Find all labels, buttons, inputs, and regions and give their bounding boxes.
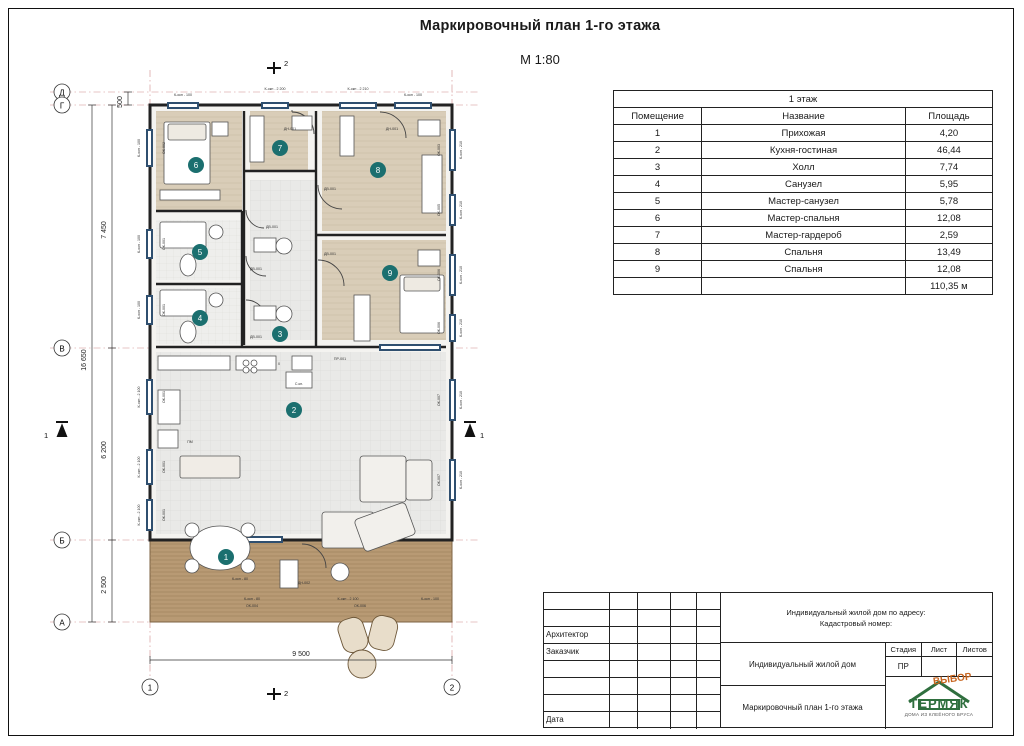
- svg-text:К-окн - 100: К-окн - 100: [403, 93, 423, 97]
- table-row: [614, 159, 993, 176]
- table-row: [614, 193, 993, 210]
- svg-text:А: А: [59, 618, 65, 628]
- door-tag: ДВ-001: [249, 335, 263, 339]
- table-row: [614, 244, 993, 261]
- title-block-roles: [544, 593, 610, 727]
- svg-text:ОК-001: ОК-001: [162, 237, 166, 251]
- room-marker-8: 8: [375, 166, 381, 175]
- cell-room-name: Спальня: [702, 244, 906, 261]
- cell-room-name: Кухня-гостиная: [702, 142, 906, 159]
- room-marker-9: 9: [387, 269, 393, 278]
- svg-text:К-окн - 100: К-окн - 100: [137, 300, 141, 320]
- cell-room-no: 3: [614, 159, 702, 176]
- floor-plan-drawing: [40, 60, 540, 710]
- dim-overall-height: 16 650: [81, 349, 88, 371]
- cell-room-name: Санузел: [702, 176, 906, 193]
- svg-text:Д: Д: [59, 88, 65, 98]
- cell-room-name: Мастер-спальня: [702, 210, 906, 227]
- company-logo: [886, 671, 992, 727]
- cell-room-area: 12,08: [905, 261, 992, 278]
- svg-text:К-окн - 2 200: К-окн - 2 200: [264, 87, 286, 91]
- svg-text:ОК-001: ОК-001: [162, 303, 166, 317]
- svg-text:К-окн - 80: К-окн - 80: [243, 597, 261, 601]
- sig-row: [610, 610, 720, 627]
- svg-text:К-окн - 210: К-окн - 210: [459, 318, 463, 338]
- room-marker-6: 6: [193, 161, 199, 170]
- svg-text:К-окн - 210: К-окн - 210: [459, 200, 463, 220]
- cell-room-area: 46,44: [905, 142, 992, 159]
- header-room-no: Помещение: [614, 108, 702, 125]
- sig-row: [610, 695, 720, 712]
- svg-text:ОК-001: ОК-001: [162, 460, 166, 474]
- stage-headers: [886, 643, 992, 657]
- svg-text:К-окн - 210: К-окн - 210: [459, 140, 463, 160]
- misc-label: Х: [277, 362, 281, 366]
- table-row: [614, 142, 993, 159]
- role-row: [544, 661, 609, 678]
- sheet-name: Маркировочный план 1-го этажа: [720, 686, 886, 729]
- svg-text:Б: Б: [59, 536, 65, 546]
- header-room-name: Название: [702, 108, 906, 125]
- table-row: [614, 261, 993, 278]
- cell-room-no: 5: [614, 193, 702, 210]
- dim-overall-width: 9 500: [292, 651, 310, 658]
- svg-text:К-окн - 80: К-окн - 80: [231, 577, 249, 581]
- sig-row: [610, 593, 720, 610]
- project-address: [720, 593, 992, 643]
- cell-room-name: Прихожая: [702, 125, 906, 142]
- stage-header-sheets: Листов: [962, 645, 987, 654]
- sig-row: [610, 627, 720, 644]
- cell-room-area: 4,20: [905, 125, 992, 142]
- logo-badge: ВЫБОР: [932, 671, 973, 688]
- room-marker-2: 2: [291, 406, 297, 415]
- address-line-2: Кадастровый номер:: [819, 618, 893, 628]
- cell-room-area: 5,95: [905, 176, 992, 193]
- role-date: Дата: [546, 715, 564, 724]
- door-tag: ДН-002: [297, 581, 311, 585]
- logo-subtitle: ДОМА ИЗ КЛЕЁНОГО БРУСА: [904, 712, 974, 717]
- cell-room-area: 5,78: [905, 193, 992, 210]
- page-title: Маркировочный план 1-го этажа: [419, 18, 661, 34]
- table-row: [614, 176, 993, 193]
- door-tag: ДВ-001: [323, 252, 337, 256]
- room-schedule-table: [613, 90, 993, 295]
- svg-text:К-окн - 100: К-окн - 100: [137, 234, 141, 254]
- cell-room-name: Мастер-санузел: [702, 193, 906, 210]
- svg-text:В: В: [59, 344, 65, 354]
- room-marker-3: 3: [277, 330, 283, 339]
- stage-header-sheet: Лист: [922, 643, 958, 656]
- dim-top-segment: 7 450: [101, 221, 108, 239]
- cell-room-area: 7,74: [905, 159, 992, 176]
- svg-text:К-окн - 2 100: К-окн - 2 100: [137, 386, 141, 408]
- header-room-area: Площадь: [905, 108, 992, 125]
- misc-label: ПМ: [187, 440, 193, 444]
- title-block: [543, 592, 993, 728]
- cell-room-no: 6: [614, 210, 702, 227]
- room-marker-5: 5: [197, 248, 203, 257]
- svg-text:К-окн - 210: К-окн - 210: [459, 265, 463, 285]
- cell-room-no: 7: [614, 227, 702, 244]
- cell-room-name: Мастер-гардероб: [702, 227, 906, 244]
- stage-values: [886, 657, 992, 677]
- sig-row: [610, 678, 720, 695]
- svg-text:К-окн - 2 100: К-окн - 2 100: [337, 597, 359, 601]
- logo-text: ТЕРМЯК: [909, 696, 969, 711]
- address-line-1: Индивидуальный жилой дом по адресу:: [786, 607, 926, 617]
- door-tag: ДН-001: [385, 127, 399, 131]
- table-total-row: [614, 278, 993, 295]
- dim-bottom-segment: 2 500: [101, 576, 108, 594]
- dim-small-top: 500: [117, 96, 124, 108]
- cell-room-no: 2: [614, 142, 702, 159]
- svg-text:ОК-007: ОК-007: [437, 473, 441, 487]
- svg-text:К-окн - 100: К-окн - 100: [420, 597, 440, 601]
- svg-text:Г: Г: [59, 101, 65, 111]
- stage-header-stage: Стадия: [886, 643, 922, 656]
- role-row: [544, 695, 609, 712]
- svg-text:К-окн - 2 100: К-окн - 2 100: [137, 456, 141, 478]
- table-caption: 1 этаж: [614, 91, 993, 108]
- role-client: Заказчик: [544, 644, 609, 661]
- role-architect: Архитектор: [544, 627, 609, 644]
- svg-text:ОК-006: ОК-006: [437, 321, 441, 335]
- svg-text:ОК-006: ОК-006: [437, 268, 441, 282]
- svg-text:1: 1: [147, 683, 153, 693]
- cell-room-area: 12,08: [905, 210, 992, 227]
- svg-text:2: 2: [449, 683, 455, 693]
- section-mark-2-top: 2: [284, 60, 289, 68]
- cell-empty-2: [702, 278, 906, 295]
- svg-text:ОК-007: ОК-007: [437, 393, 441, 407]
- role-row: [544, 593, 609, 610]
- cell-room-name: Холл: [702, 159, 906, 176]
- section-mark-2-bottom: 2: [284, 689, 289, 698]
- role-row: [544, 678, 609, 695]
- sig-row: [610, 644, 720, 661]
- table-row: [614, 125, 993, 142]
- door-tag: ДВ-001: [323, 187, 337, 191]
- svg-text:К-окн - 210: К-окн - 210: [459, 470, 463, 490]
- table-row: [614, 210, 993, 227]
- role-row: [544, 610, 609, 627]
- svg-text:ОК-001: ОК-001: [162, 390, 166, 404]
- cell-empty-1: [614, 278, 702, 295]
- stage-value-stage: ПР: [886, 657, 922, 676]
- svg-text:К-окн - 210: К-окн - 210: [459, 390, 463, 410]
- svg-text:К-окн - 2 100: К-окн - 2 100: [137, 504, 141, 526]
- cell-room-no: 8: [614, 244, 702, 261]
- cell-room-name: Спальня: [702, 261, 906, 278]
- svg-text:К-окн - 2 210: К-окн - 2 210: [347, 87, 369, 91]
- svg-text:ОК-003: ОК-003: [437, 143, 441, 157]
- scale-label: М 1:80: [520, 52, 560, 67]
- cell-room-area: 13,49: [905, 244, 992, 261]
- table-caption-row: [614, 91, 993, 108]
- section-mark-1-right: 1: [480, 431, 485, 440]
- sig-row: [610, 712, 720, 729]
- cell-room-no: 4: [614, 176, 702, 193]
- sig-row: [610, 661, 720, 678]
- table-header-row: [614, 108, 993, 125]
- cell-room-no: 1: [614, 125, 702, 142]
- table-row: [614, 227, 993, 244]
- equipment-label: С.кн.: [294, 382, 304, 386]
- dim-mid-segment: 6 200: [101, 441, 108, 459]
- svg-text:ОК-006: ОК-006: [353, 604, 367, 608]
- cell-room-area: 2,59: [905, 227, 992, 244]
- room-marker-4: 4: [197, 314, 203, 323]
- door-tag: ДВ-001: [265, 225, 279, 229]
- element-tag: ПР-001: [333, 357, 347, 361]
- svg-text:ОК-004: ОК-004: [245, 604, 259, 608]
- svg-text:ОК-002: ОК-002: [162, 141, 166, 155]
- room-marker-1: 1: [223, 553, 229, 562]
- door-tag: ДН-001: [283, 127, 297, 131]
- door-tag: ДВ-001: [249, 267, 263, 271]
- svg-text:ОК-001: ОК-001: [162, 508, 166, 522]
- title-block-signature-grid: [610, 593, 720, 727]
- svg-text:К-окн - 100: К-окн - 100: [173, 93, 193, 97]
- cell-room-no: 9: [614, 261, 702, 278]
- section-mark-1-left: 1: [44, 431, 49, 440]
- cell-total-area: 110,35 м: [905, 278, 992, 295]
- svg-text:ОК-005: ОК-005: [437, 203, 441, 217]
- svg-text:К-окн - 100: К-окн - 100: [137, 138, 141, 158]
- object-name: Индивидуальный жилой дом: [720, 643, 886, 686]
- room-marker-7: 7: [277, 144, 283, 153]
